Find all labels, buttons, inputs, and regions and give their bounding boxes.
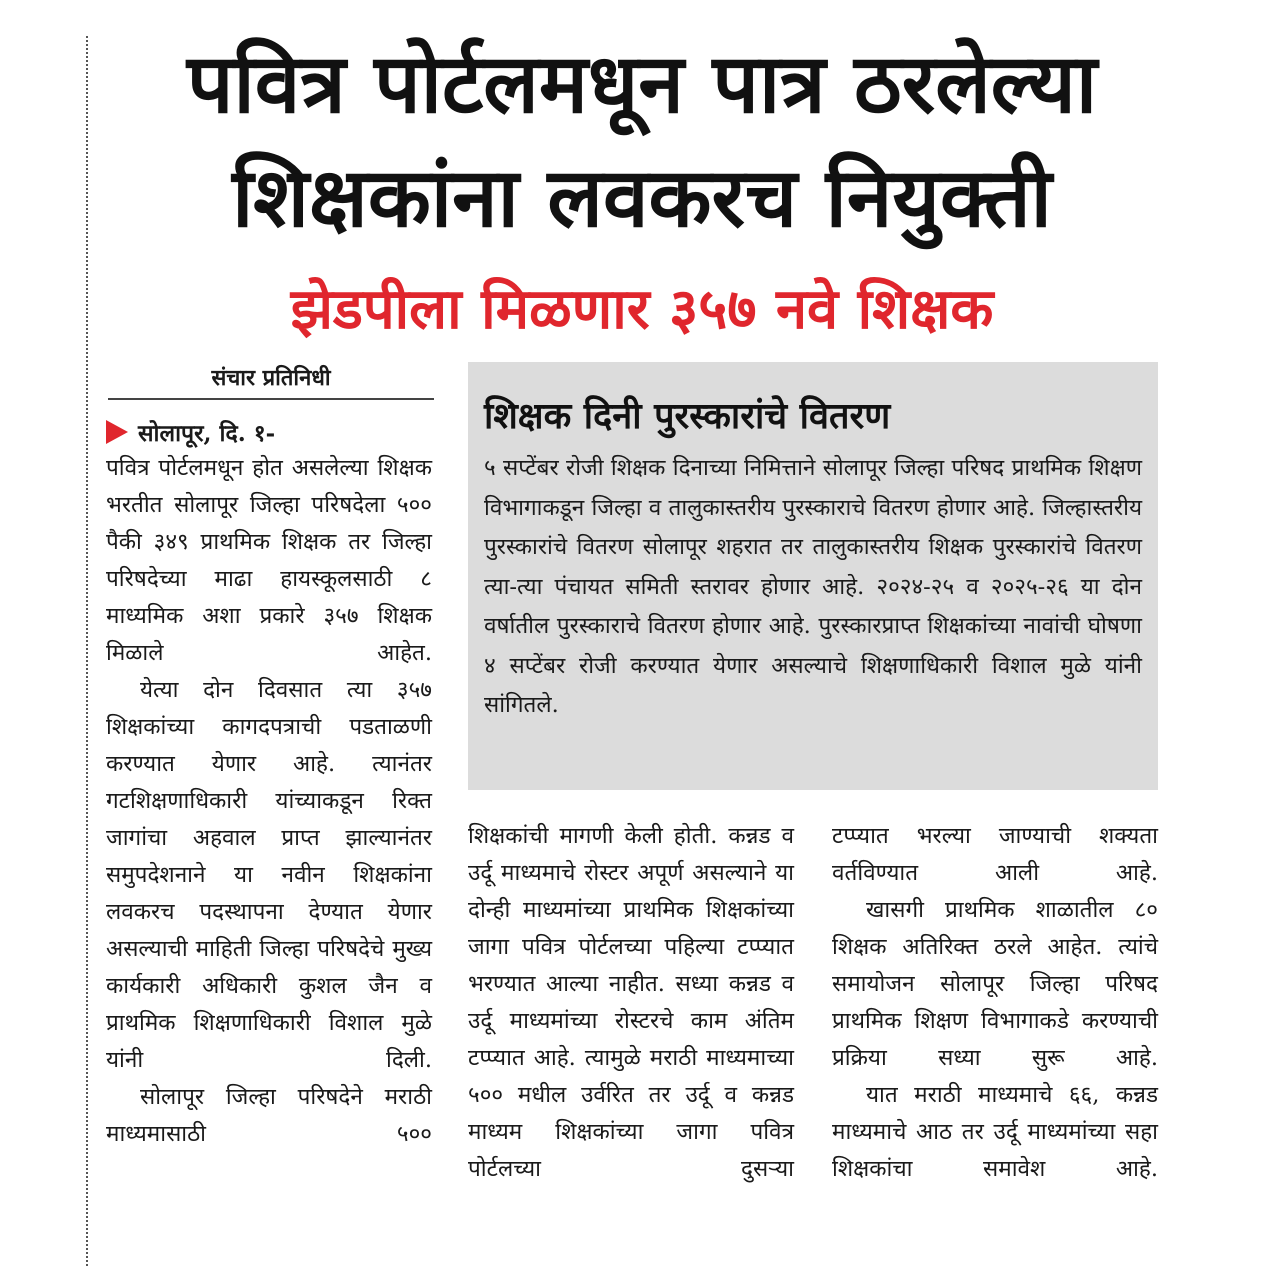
sidebar-box bbox=[468, 362, 1158, 790]
dateline-text: सोलापूर, दि. १- bbox=[138, 420, 276, 447]
column-3-paragraph-3: यात मराठी माध्यमाचे ६६, कन्नड माध्यमाचे आठ तर उर्दू माध्यमांच्या सहा शिक्षकांचा समावेश आहे. bbox=[832, 1082, 1158, 1182]
column-1-paragraph-3: सोलापूर जिल्हा परिषदेने मराठी माध्यमासाठी ५०० bbox=[106, 1084, 432, 1147]
sidebar-title: शिक्षक दिनी पुरस्कारांचे वितरण bbox=[484, 396, 891, 437]
column-2-paragraph-1: शिक्षकांची मागणी केली होती. कन्नड व उर्दू माध्यमाचे रोस्टर अपूर्ण असल्याने या दोन्ही माध्यमांच्या प्राथमिक शिक्षकांच्या जागा पवित्र पोर्टलच्या पहिल्या टप्प्यात भरण्यात आल्या नाहीत. सध्या कन्नड व उर्दू माध्यमांच्या रोस्टरचे काम अंतिम टप्प्यात आहे. त्यामुळे मराठी माध्यमाच्या ५०० मधील उर्वरित तर उर्दू व कन्नड माध्यम शिक्षकांच्या जागा पवित्र पोर्टलच्या दुसऱ्या bbox=[468, 823, 794, 1182]
column-3-paragraph-2: खासगी प्राथमिक शाळातील ८० शिक्षक अतिरिक्त ठरले आहेत. त्यांचे समायोजन सोलापूर जिल्हा परिषद प्राथमिक शिक्षण विभागाकडे करण्याची प्रक्रिया सध्या सुरू आहे. bbox=[832, 897, 1158, 1071]
dateline bbox=[106, 416, 275, 448]
article-column-2 bbox=[468, 818, 794, 1188]
article-column-1 bbox=[106, 450, 432, 1153]
subheadline: झेडपीला मिळणार ३५७ नवे शिक्षक bbox=[290, 277, 994, 342]
triangle-arrow-icon bbox=[106, 420, 128, 444]
headline-line-2: शिक्षकांना लवकरच नियुक्ती bbox=[232, 151, 1052, 246]
sidebar-body: ५ सप्टेंबर रोजी शिक्षक दिनाच्या निमित्ताने सोलापूर जिल्हा परिषद प्राथमिक शिक्षण विभागाकडून जिल्हा व तालुकास्तरीय पुरस्काराचे वितरण होणार आहे. जिल्हास्तरीय पुरस्कारांचे वितरण सोलापूर शहरात तर तालुकास्तरीय शिक्षक पुरस्कारांचे वितरण त्या-त्या पंचायत समिती स्तरावर होणार आहे. २०२४-२५ व २०२५-२६ या दोन वर्षातील पुरस्काराचे वितरण होणार आहे. पुरस्कारप्राप्त शिक्षकांच्या नावांची घोषणा ४ सप्टेंबर रोजी करण्यात येणार असल्याचे शिक्षणाधिकारी विशाल मुळे यांनी सांगितले. bbox=[484, 455, 1142, 718]
column-3-paragraph-1: टप्प्यात भरल्या जाण्याची शक्यता वर्तविण्यात आली आहे. bbox=[832, 823, 1158, 886]
article-column-3 bbox=[832, 818, 1158, 1188]
dotted-margin-rule bbox=[86, 36, 88, 1266]
byline: संचार प्रतिनिधी bbox=[108, 362, 434, 400]
headline-line-1: पवित्र पोर्टलमधून पात्र ठरलेल्या bbox=[186, 37, 1098, 132]
column-1-paragraph-1: पवित्र पोर्टलमधून होत असलेल्या शिक्षक भरतीत सोलापूर जिल्हा परिषदेला ५०० पैकी ३४९ प्राथमिक शिक्षक तर जिल्हा परिषदेच्या माढा हायस्कूलसाठी ८ माध्यमिक अशा प्रकारे ३५७ शिक्षक मिळाले आहेत. bbox=[106, 455, 432, 666]
column-1-paragraph-2: येत्या दोन दिवसात त्या ३५७ शिक्षकांच्या कागदपत्राची पडताळणी करण्यात येणार आहे. त्यानंतर गटशिक्षणाधिकारी यांच्याकडून रिक्त जागांचा अहवाल प्राप्त झाल्यानंतर समुपदेशनाने या नवीन शिक्षकांना लवकरच पदस्थापना देण्यात येणार असल्याची माहिती जिल्हा परिषदेचे मुख्य कार्यकारी अधिकारी कुशल जैन व प्राथमिक शिक्षणाधिकारी विशाल मुळे यांनी दिली. bbox=[106, 677, 432, 1073]
